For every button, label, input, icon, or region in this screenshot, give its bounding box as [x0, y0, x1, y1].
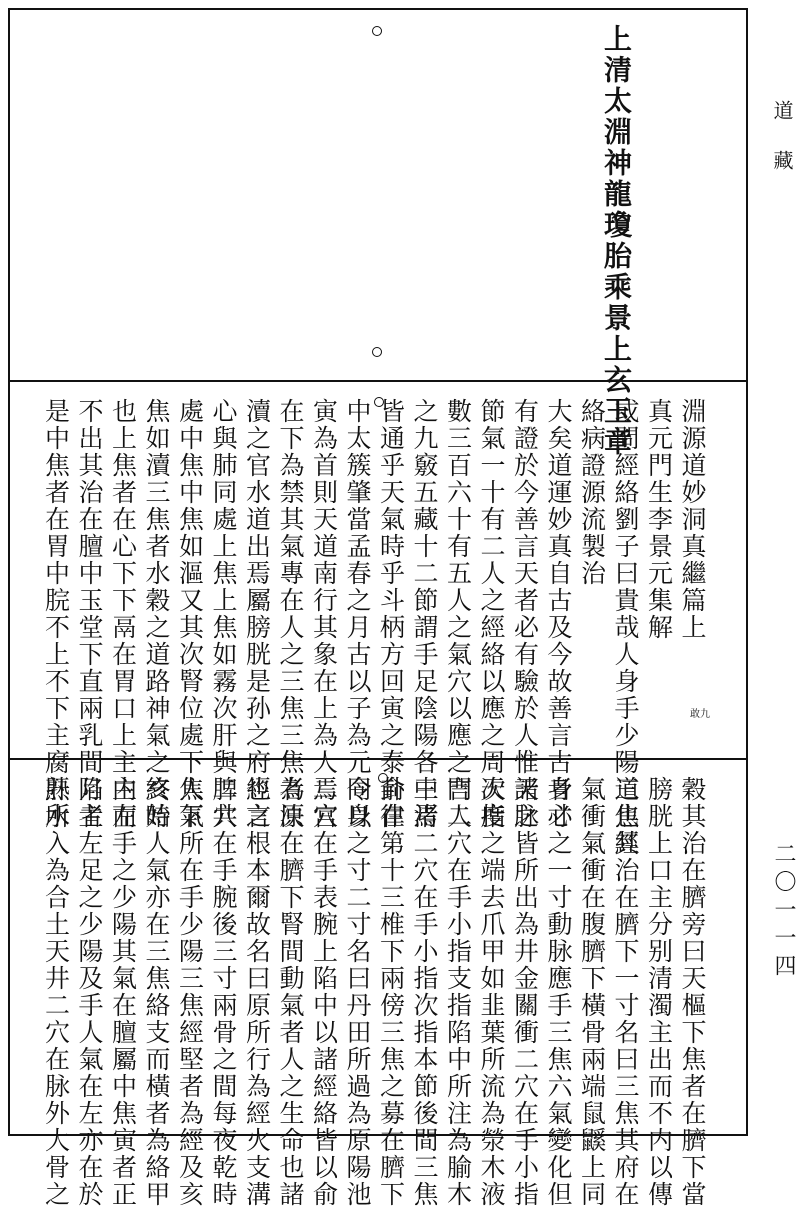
- text-column: 也上焦者在心下下鬲在胃口上主内而: [108, 398, 138, 830]
- text-column: 主左手之少陽其氣在膻屬中焦寅者正: [108, 776, 138, 1208]
- text-column: 門二穴在手小指支指陷中所注為腧木: [443, 776, 473, 1208]
- text-column: 二穴在手表腕上陷中以諸經絡皆以俞: [309, 776, 339, 1208]
- text-column: 不出其治在膻中玉堂下直兩乳間陷者: [75, 398, 104, 830]
- text-column: 道也其治在臍下一寸名曰三焦其府在: [611, 776, 640, 1208]
- margin-title: 道藏: [770, 100, 794, 200]
- text-column: 中渚二穴在手小指次指本節後間三焦: [410, 776, 439, 1208]
- scripture-title: 上清太淵神龍瓊胎乘景上玄玉章: [600, 24, 633, 458]
- text-column: 亥時人氣亦在三焦絡支而橫者為絡甲: [142, 776, 171, 1208]
- text-column: 數三百六十有五人之氣穴以應之言人: [443, 398, 473, 830]
- text-column: 經之根本爾故名曰原所行為經火支溝: [242, 776, 272, 1208]
- page-number: 二〇一一四: [771, 842, 796, 982]
- text-column: 月主左足之少陽及手人氣在左亦在於: [75, 776, 104, 1208]
- binding-hole-mark: [372, 347, 382, 357]
- text-column: 節氣一十有二人之經絡以應之周天度: [477, 398, 506, 830]
- text-column: 膀胱上口主分别清濁主出而不内以傳: [644, 776, 674, 1208]
- text-column: 穀其治在臍旁曰天樞下焦者在臍下當: [678, 776, 707, 1208]
- text-column: 皆通乎天氣時乎斗柄方回寅之泰卦律: [376, 398, 406, 830]
- text-column: 絡病證源流製治: [577, 398, 607, 587]
- fold-mark-upper: 敢九: [690, 709, 710, 720]
- text-column: 真元門生李景元集解: [644, 398, 674, 641]
- text-column: 寅為首則天道南行其象在上為人焉宫: [309, 398, 339, 830]
- text-column: 中太簇肇當孟春之月古以子為元令以: [343, 398, 372, 830]
- text-column: 之九竅五藏十二節謂手足陰陽各三焉: [410, 398, 439, 830]
- text-column: 或問經絡劉子曰貴哉人身手少陽三焦經: [611, 398, 640, 857]
- text-column: 人氣所在手少陽三焦經堅者為經及亥: [175, 776, 205, 1208]
- text-column: 淵源道妙洞真繼篇上: [678, 398, 707, 641]
- text-column: 為原在臍下腎間動氣者人之生命也諸: [276, 776, 305, 1208]
- text-column: 同身之寸二寸名曰丹田所過為原陽池: [343, 776, 372, 1208]
- text-column: 瀆之官水道出焉屬膀胱是孙之府也言: [242, 398, 272, 830]
- text-column: 在下為禁其氣專在人之三焦三焦者決: [276, 398, 305, 830]
- text-column: 有證於今善言天者必有驗於人惟天之: [510, 398, 540, 830]
- text-column: 氣衝氣衝在腹臍下橫骨兩端鼠鼷上同: [577, 776, 607, 1208]
- text-column: 肝所入為合土天井二穴在脉外大骨之: [41, 776, 71, 1208]
- text-column: 二穴在手腕後三寸兩骨之間每夜乾時: [209, 776, 238, 1208]
- text-column: 俞在第十三椎下兩傍三焦之募在臍下: [376, 776, 406, 1208]
- section-divider-upper: [8, 380, 748, 382]
- text-column: 心與肺同處上焦上焦如霧次肝與脾共: [209, 398, 238, 830]
- text-column: 大矣道運妙真自古及今故善言古者必: [544, 398, 573, 830]
- text-column: 是中焦者在胃中脘不上不下主腐熟水: [41, 398, 71, 830]
- text-column: 次指之端去爪甲如韭葉所流為滎木液: [477, 776, 506, 1208]
- text-column: 諸脉皆所出為井金關衝二穴在手小指: [510, 776, 540, 1208]
- text-column: 身寸之一寸動脉應手三焦六氣變化但: [544, 776, 573, 1208]
- binding-hole-mark: [372, 26, 382, 36]
- text-column: 焦如瀆三焦者水穀之道路神氣之終始: [142, 398, 171, 830]
- text-column: 處中焦中焦如漚又其次腎位處下焦下: [175, 398, 205, 830]
